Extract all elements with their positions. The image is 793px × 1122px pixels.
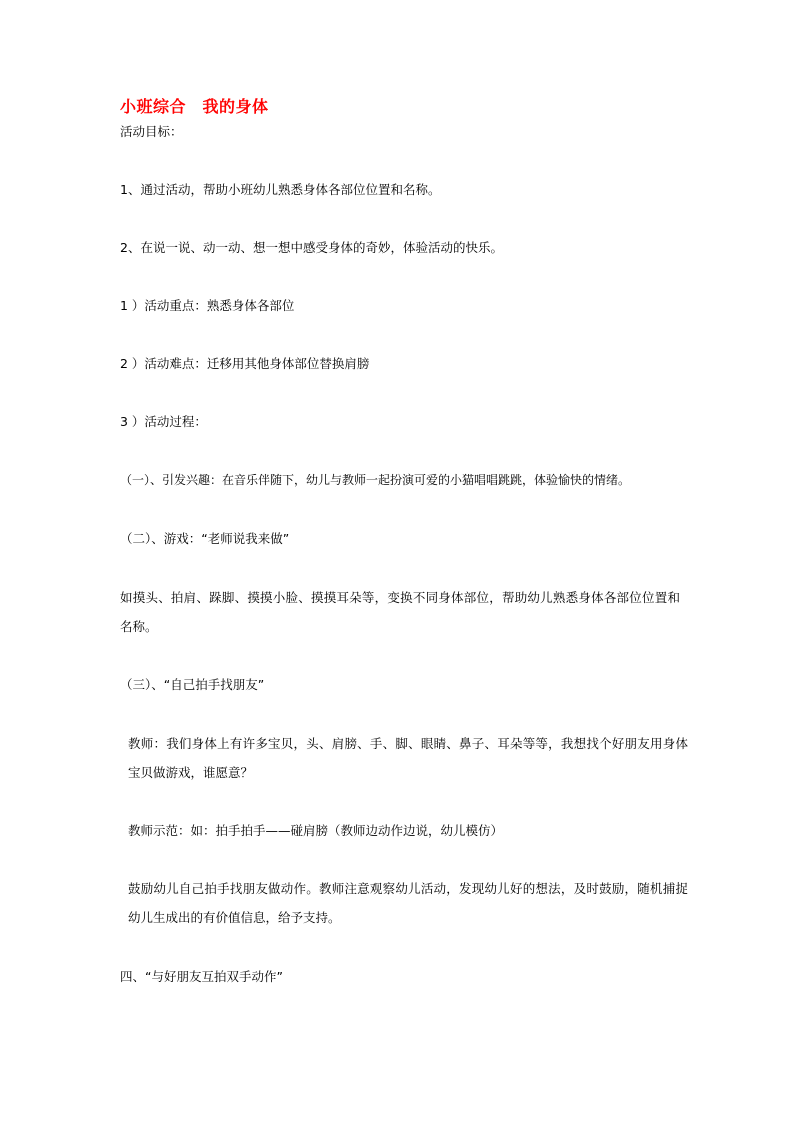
step-3-teacher: 教师：我们身体上有许多宝贝，头、肩膀、手、脚、眼睛、鼻子、耳朵等等，我想找个好朋友用身体宝贝做游戏，谁愿意？	[128, 736, 688, 780]
step-4-heading: 四、“与好朋友互拍双手动作”	[120, 969, 283, 984]
activity-focus: 1 ）活动重点：熟悉身体各部位	[120, 298, 295, 313]
step-2-body: 如摸头、拍肩、跺脚、摸摸小脸、摸摸耳朵等，变换不同身体部位，帮助幼儿熟悉身体各部位位置和名称。	[120, 590, 680, 634]
objective-1: 1、通过活动，帮助小班幼儿熟悉身体各部位位置和名称。	[120, 182, 441, 197]
step-2-heading: （二）、游戏：“老师说我来做”	[120, 531, 290, 546]
document-title: 小班综合 我的身体	[120, 97, 269, 116]
objectives-heading: 活动目标：	[120, 124, 183, 139]
step-1: （一）、引发兴趣：在音乐伴随下，幼儿与教师一起扮演可爱的小猫唱唱跳跳，体验愉快的情绪。	[120, 473, 631, 487]
objective-2: 2、在说一说、动一动、想一想中感受身体的奇妙，体验活动的快乐。	[120, 240, 503, 255]
step-3-encourage: 鼓励幼儿自己拍手找朋友做动作。教师注意观察幼儿活动，发现幼儿好的想法，及时鼓励，随机捕捉幼儿生成出的有价值信息，给予支持。	[128, 881, 688, 925]
activity-process-heading: 3 ）活动过程：	[120, 414, 207, 429]
step-3-demo: 教师示范：如：拍手拍手——碰肩膀（教师边动作边说，幼儿模仿）	[128, 823, 504, 838]
step-3-heading: （三）、“自己拍手找朋友”	[120, 677, 265, 692]
activity-difficulty: 2 ）活动难点：迁移用其他身体部位替换肩膀	[120, 356, 370, 371]
